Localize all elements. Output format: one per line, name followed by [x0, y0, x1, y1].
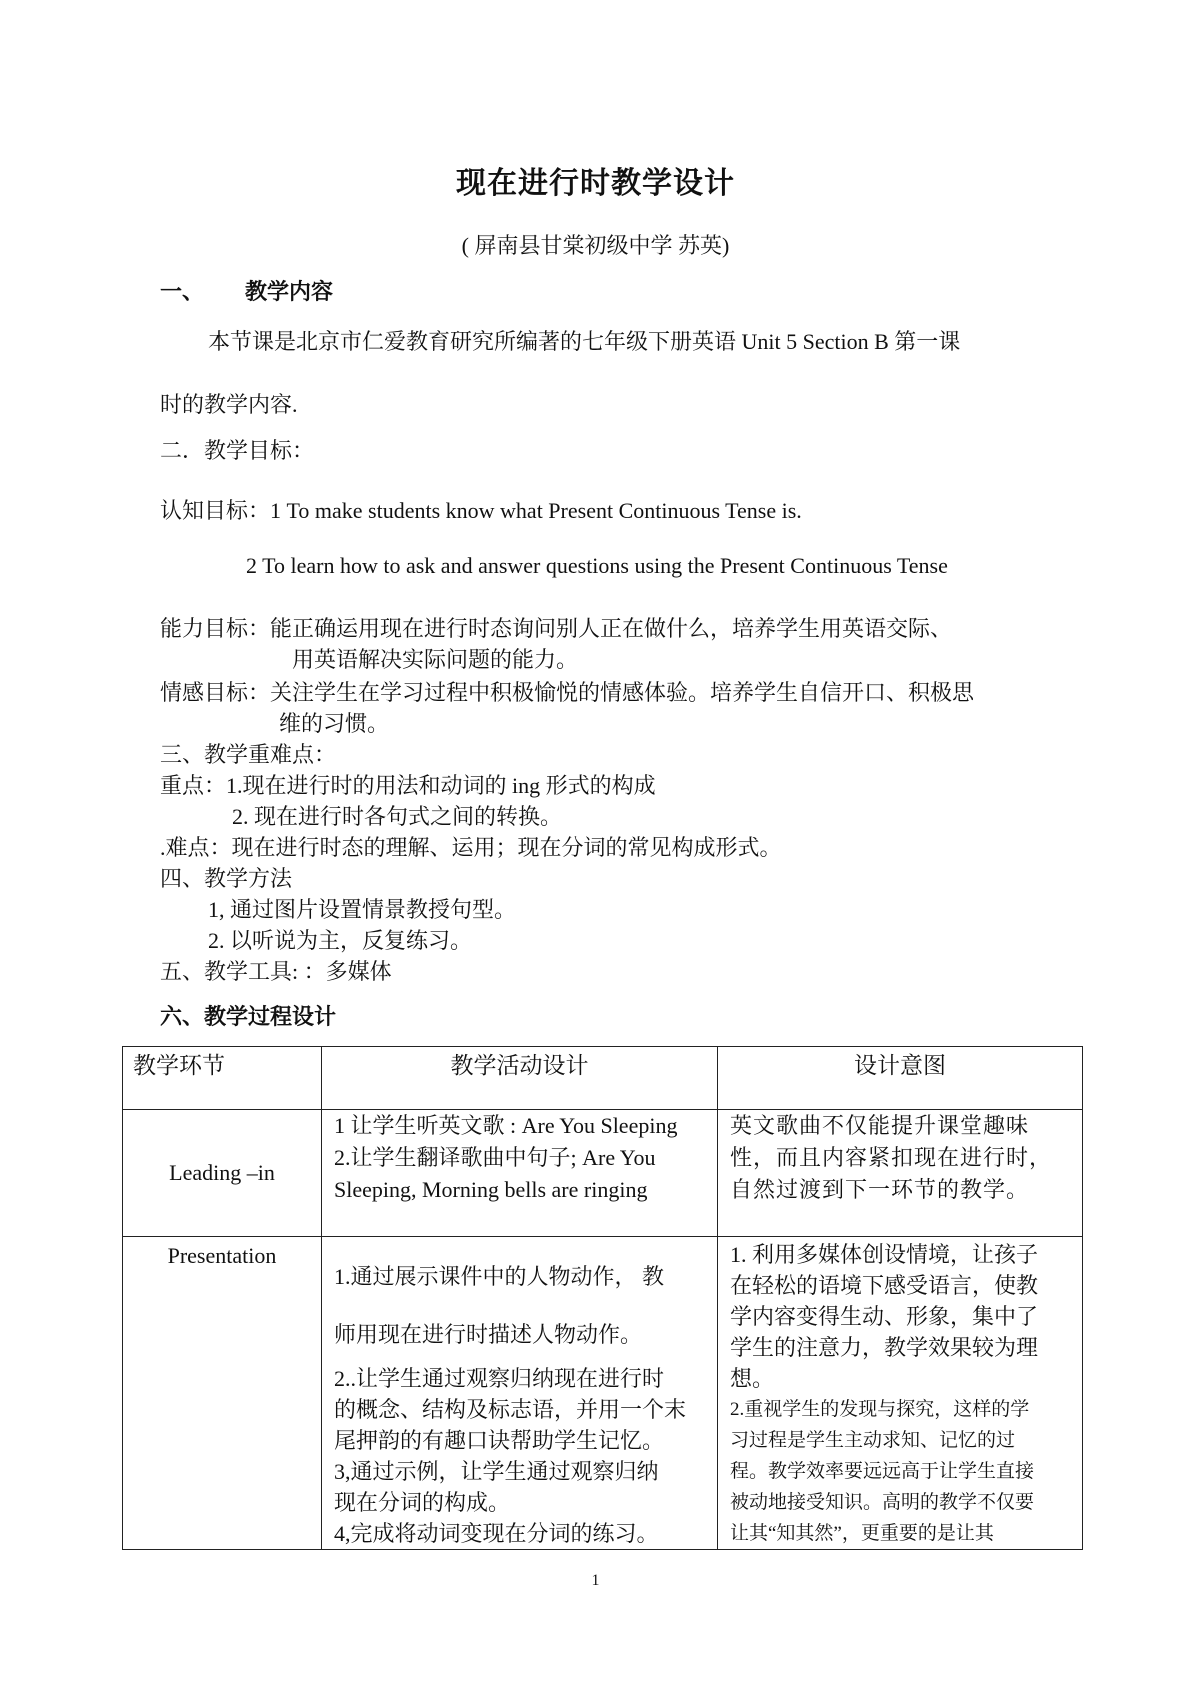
- header-intent: 设计意图: [718, 1047, 1083, 1110]
- section1-title: 教学内容: [245, 280, 334, 305]
- method-item-1: 1, 通过图片设置情景教授句型。: [208, 897, 517, 922]
- activity-line: 1 让学生听英文歌 : Are You Sleeping: [334, 1113, 678, 1138]
- section3-heading: 三、教学重难点：: [160, 742, 337, 767]
- activity-line: Sleeping, Morning bells are ringing: [334, 1177, 648, 1202]
- activity-line: 2..让学生通过观察归纳现在进行时: [334, 1366, 665, 1391]
- intent-line: 让其“知其然”，更重要的是让其: [730, 1523, 994, 1544]
- section6-heading: 六、教学过程设计: [160, 1005, 337, 1030]
- section1-heading: [160, 275, 333, 306]
- activity-line: 现在分词的构成。: [334, 1490, 511, 1515]
- activity-cell: [322, 1237, 718, 1550]
- intent-line: 在轻松的语境下感受语言，使教: [730, 1273, 1039, 1298]
- key-point-line2: 2. 现在进行时各句式之间的转换。: [232, 804, 563, 829]
- cognitive-goal-line1: 认知目标：1 To make students know what Present Continuous Tense is.: [160, 498, 802, 523]
- ability-goal-line2: 用英语解决实际问题的能力。: [292, 647, 579, 672]
- intent-line: 学内容变得生动、形象，集中了: [730, 1304, 1039, 1329]
- table-row-leading-in: [123, 1110, 1083, 1237]
- intent-line: 1. 利用多媒体创设情境，让孩子: [730, 1242, 1039, 1267]
- section5-heading: 五、教学工具: ：多媒体: [160, 959, 392, 984]
- intent-line: 2.重视学生的发现与探究，这样的学: [730, 1399, 1030, 1420]
- activity-line: 3,通过示例，让学生通过观察归纳: [334, 1459, 659, 1484]
- section1-number: 一、: [160, 280, 205, 305]
- intent-line: 英文歌曲不仅能提升课堂趣味: [730, 1113, 1030, 1138]
- intent-cell: [718, 1110, 1083, 1237]
- key-point-line1: 重点：1.现在进行时的用法和动词的 ing 形式的构成: [160, 773, 656, 798]
- table-row-presentation: [123, 1237, 1083, 1550]
- header-stage: 教学环节: [123, 1047, 322, 1110]
- difficulty-line: .难点：现在进行时态的理解、运用；现在分词的常见构成形式。: [160, 835, 782, 860]
- emotion-goal-line2: 维的习惯。: [279, 711, 390, 736]
- emotion-goal-line1: 情感目标：关注学生在学习过程中积极愉悦的情感体验。培养学生自信开口、积极思: [160, 680, 975, 705]
- stage-cell: Presentation: [123, 1237, 322, 1550]
- activity-line: 1.通过展示课件中的人物动作， 教: [334, 1264, 665, 1289]
- intent-line: 被动地接受知识。高明的教学不仅要: [730, 1492, 1035, 1513]
- header-activity: 教学活动设计: [322, 1047, 718, 1110]
- activity-line: 尾押韵的有趣口诀帮助学生记忆。: [334, 1428, 665, 1453]
- intent-line: 想。: [730, 1366, 775, 1391]
- intent-line: 程。教学效率要远远高于让学生直接: [730, 1461, 1035, 1482]
- intent-line: 自然过渡到下一环节的教学。: [730, 1177, 1030, 1202]
- method-item-2: 2. 以听说为主，反复练习。: [208, 928, 473, 953]
- activity-line: 4,完成将动词变现在分词的练习。: [334, 1521, 659, 1546]
- teaching-process-table: [122, 1046, 1083, 1550]
- ability-goal-line1: 能力目标：能正确运用现在进行时态询问别人正在做什么，培养学生用英语交际、: [160, 616, 953, 641]
- section1-paragraph-line2: 时的教学内容.: [160, 392, 298, 417]
- intent-cell: [718, 1237, 1083, 1550]
- stage-cell: Leading –in: [123, 1110, 322, 1237]
- intent-line: 性，而且内容紧扣现在进行时，: [730, 1145, 1053, 1170]
- activity-line: 2.让学生翻译歌曲中句子; Are You: [334, 1145, 656, 1170]
- activity-line: 师用现在进行时描述人物动作。: [334, 1322, 643, 1347]
- author-line: ( 屏南县甘棠初级中学 苏英): [461, 233, 730, 258]
- intent-line: 学生的注意力，教学效果较为理: [730, 1335, 1039, 1360]
- table-header-row: [123, 1047, 1083, 1110]
- intent-line: 习过程是学生主动求知、记忆的过: [730, 1430, 1016, 1451]
- section4-heading: 四、教学方法: [160, 866, 293, 891]
- activity-cell: [322, 1110, 718, 1237]
- page-number: 1: [591, 1572, 600, 1589]
- activity-line: 的概念、结构及标志语，并用一个末: [334, 1397, 687, 1422]
- section2-heading: 二．教学目标：: [160, 438, 315, 463]
- cognitive-goal-line2: 2 To learn how to ask and answer questions using the Present Continuous Tense: [246, 553, 948, 578]
- section1-paragraph-line1: 本节课是北京市仁爱教育研究所编著的七年级下册英语 Unit 5 Section B 第一课: [208, 329, 961, 354]
- document-title: 现在进行时教学设计: [456, 166, 735, 201]
